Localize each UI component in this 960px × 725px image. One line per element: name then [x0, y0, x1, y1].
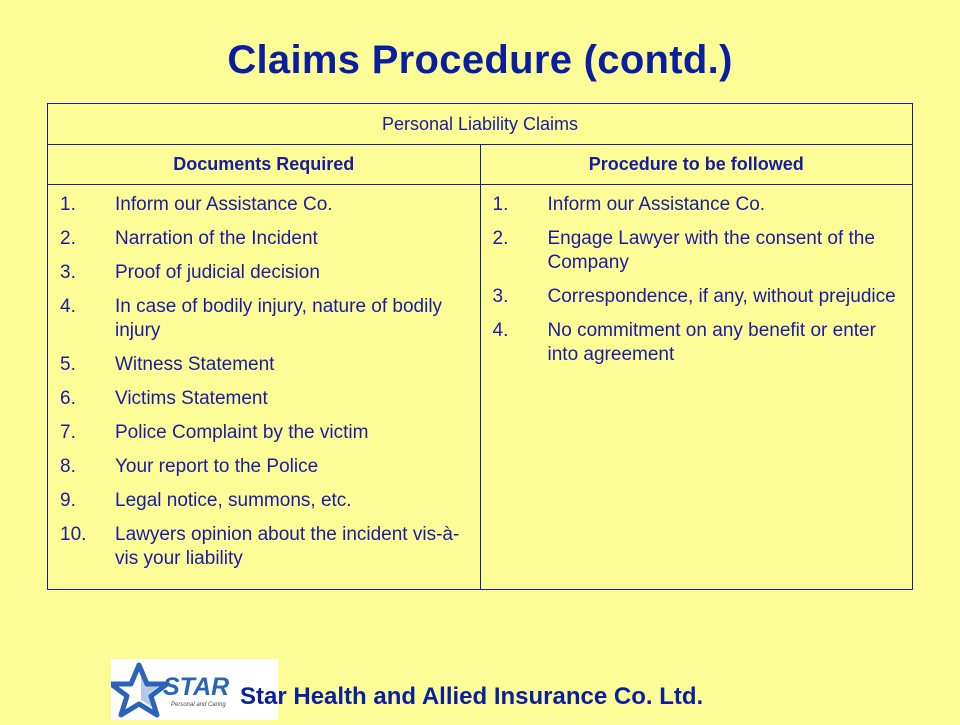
list-item-text: Correspondence, if any, without prejudice — [547, 286, 896, 307]
list-item-number: 2. — [60, 228, 76, 249]
list-item-number: 1. — [60, 194, 76, 215]
logo-tagline: Personal and Caring — [171, 702, 226, 708]
list-item-number: 4. — [492, 320, 509, 341]
table-heading: Personal Liability Claims — [48, 104, 913, 145]
list-item — [493, 285, 901, 309]
list-item — [60, 261, 468, 285]
list-item-text: Inform our Assistance Co. — [115, 194, 333, 215]
list-item-number: 8. — [60, 456, 76, 477]
procedure-column-header: Procedure to be followed — [480, 145, 913, 185]
list-item — [60, 387, 468, 411]
logo-wordmark: STAR — [163, 673, 230, 701]
list-item — [60, 489, 468, 513]
list-item — [60, 227, 468, 251]
list-item-text: Police Complaint by the victim — [115, 422, 369, 443]
list-item-text: Your report to the Police — [115, 456, 319, 477]
list-item — [60, 455, 468, 479]
list-item-number: 7. — [60, 422, 76, 443]
list-item — [60, 421, 468, 445]
list-item-number: 5. — [60, 354, 76, 375]
claims-table — [47, 103, 913, 590]
list-item-number: 1. — [492, 194, 509, 215]
list-item-number: 2. — [492, 228, 509, 249]
list-item-text: Narration of the Incident — [115, 228, 318, 249]
list-item — [493, 227, 901, 275]
list-item-text: No commitment on any benefit or enter into agreement — [547, 320, 876, 365]
page-title: Claims Procedure (contd.) — [227, 38, 733, 82]
list-item-text: Proof of judicial decision — [115, 262, 320, 283]
list-item — [60, 523, 468, 571]
list-item-number: 4. — [60, 296, 76, 317]
documents-column-header: Documents Required — [48, 145, 481, 185]
procedure-cell — [480, 185, 913, 590]
list-item-text: Lawyers opinion about the incident vis-à-vis your liability — [115, 524, 460, 569]
procedure-list — [481, 185, 913, 367]
list-item-text: Inform our Assistance Co. — [547, 194, 766, 215]
list-item-number: 6. — [60, 388, 76, 409]
list-item — [60, 353, 468, 377]
list-item-number: 9. — [60, 490, 76, 511]
list-item-text: In case of bodily injury, nature of bodily injury — [115, 296, 443, 341]
list-item-text: Victims Statement — [115, 388, 268, 409]
footer-company-name: Star Health and Allied Insurance Co. Ltd. — [240, 683, 704, 710]
documents-cell — [48, 185, 481, 590]
list-item — [60, 193, 468, 217]
list-item-text: Witness Statement — [115, 354, 275, 375]
documents-list — [48, 185, 480, 571]
list-item — [493, 319, 901, 367]
list-item — [60, 295, 468, 343]
list-item — [493, 193, 901, 217]
list-item-number: 10. — [60, 524, 87, 545]
list-item-number: 3. — [492, 286, 509, 307]
list-item-number: 3. — [60, 262, 76, 283]
list-item-text: Legal notice, summons, etc. — [115, 490, 352, 511]
list-item-text: Engage Lawyer with the consent of the Company — [547, 228, 875, 273]
